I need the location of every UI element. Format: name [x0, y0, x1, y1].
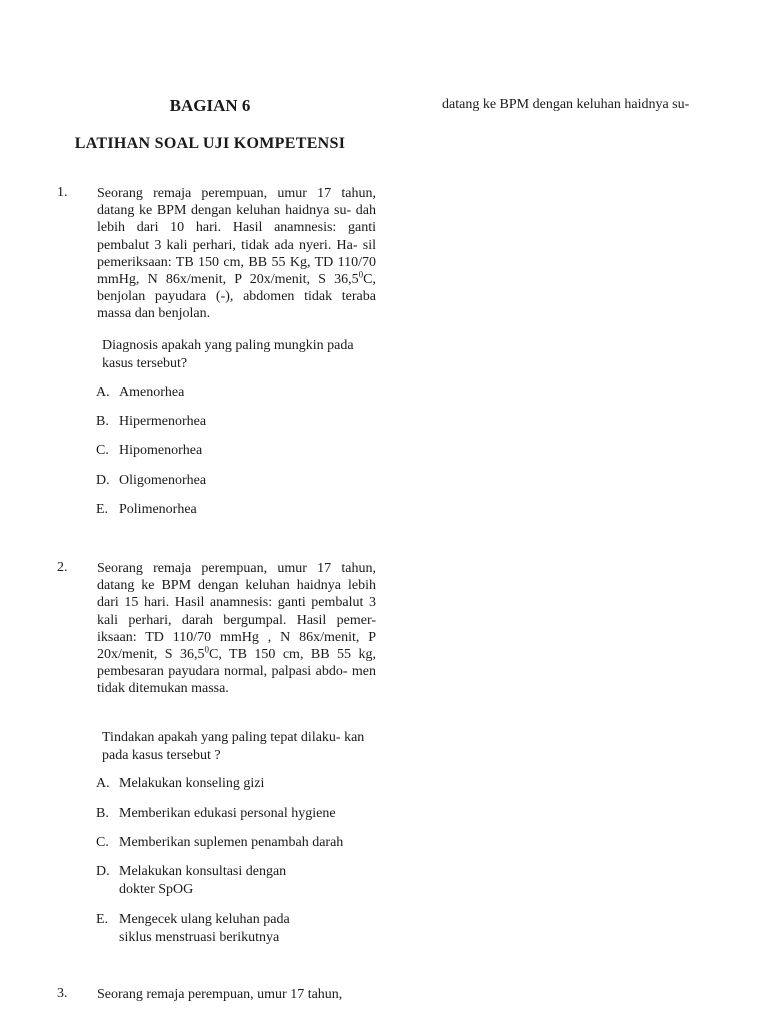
question-stem-text: C, benjolan payudara (-), abdomen tidak teraba massa dan benjolan. — [97, 272, 376, 322]
degree-superscript: 0 — [204, 644, 209, 655]
question-stem: Seorang remaja perempuan, umur 17 tahun, — [97, 987, 343, 1002]
option-text: Polimenorhea — [119, 502, 197, 517]
degree-superscript: 0 — [358, 269, 364, 280]
option-letter: C. — [96, 443, 109, 458]
question-number: 2. — [57, 560, 68, 575]
question-prompt: Diagnosis apakah yang paling mungkin pada kasus tersebut? — [102, 338, 354, 371]
question-number: 3. — [57, 986, 68, 1001]
option-letter: E. — [96, 502, 109, 517]
section-heading: BAGIAN 6 — [169, 96, 251, 115]
option-letter: A. — [96, 776, 110, 791]
option-text: Hipermenorhea — [119, 414, 207, 429]
option-text: Melakukan konsultasi dengan dokter SpOG — [119, 864, 287, 897]
section-title: LATIHAN SOAL UJI KOMPETENSI — [74, 135, 346, 152]
answer-option — [96, 863, 386, 899]
option-text: Mengecek ulang keluhan pada siklus menstruasi berikutnya — [119, 912, 290, 945]
answer-option — [96, 834, 386, 852]
option-text: Memberikan edukasi personal hygiene — [119, 806, 336, 821]
question-stem — [97, 560, 376, 698]
question-stem-text: C, TB 150 cm, BB 55 kg, pembesaran payudara normal, palpasi abdo- men tidak ditemukan massa. — [97, 647, 376, 697]
right-column-text: datang ke BPM dengan keluhan haidnya su- — [442, 97, 690, 112]
answer-option — [96, 384, 386, 402]
option-letter: D. — [96, 473, 110, 488]
option-letter: D. — [96, 864, 110, 879]
answer-option — [96, 775, 386, 793]
option-letter: B. — [96, 414, 109, 429]
answer-option — [96, 911, 386, 947]
option-text: Memberikan suplemen penambah darah — [119, 835, 344, 850]
question-stem-text: Seorang remaja perempuan, umur 17 tahun, datang ke BPM dengan keluhan haidnya lebih dari 15 hari. Hasil anamnesis: ganti pembalut 3 kali perhari, darah bergumpal. Hasil pemer- iksaan: TD 110/70 mmHg , N 86x/menit, P 20x/menit, S 36,5 — [97, 561, 376, 663]
question-stem — [97, 185, 376, 323]
option-text: Hipomenorhea — [119, 443, 203, 458]
answer-option — [96, 501, 386, 519]
answer-option — [96, 413, 386, 431]
option-letter: A. — [96, 385, 110, 400]
answer-option — [96, 805, 386, 823]
question-prompt: Tindakan apakah yang paling tepat dilaku- kan pada kasus tersebut ? — [102, 730, 365, 763]
answer-option — [96, 442, 386, 460]
question-number: 1. — [57, 185, 68, 200]
answer-option — [96, 472, 386, 490]
question-stem-text: Seorang remaja perempuan, umur 17 tahun, datang ke BPM dengan keluhan haidnya su- dah lebih dari 10 hari. Hasil anamnesis: ganti pembalut 3 kali perhari, tidak ada nyeri. Ha- sil pemeriksaan: TB 150 cm, BB 55 Kg, TD 110/70 mmHg, N 86x/menit, P 20x/menit, S 36,5 — [97, 186, 376, 288]
option-text: Melakukan konseling gizi — [119, 776, 265, 791]
option-text: Oligomenorhea — [119, 473, 207, 488]
option-letter: E. — [96, 912, 109, 927]
option-letter: B. — [96, 806, 109, 821]
option-letter: C. — [96, 835, 109, 850]
option-text: Amenorhea — [119, 385, 185, 400]
